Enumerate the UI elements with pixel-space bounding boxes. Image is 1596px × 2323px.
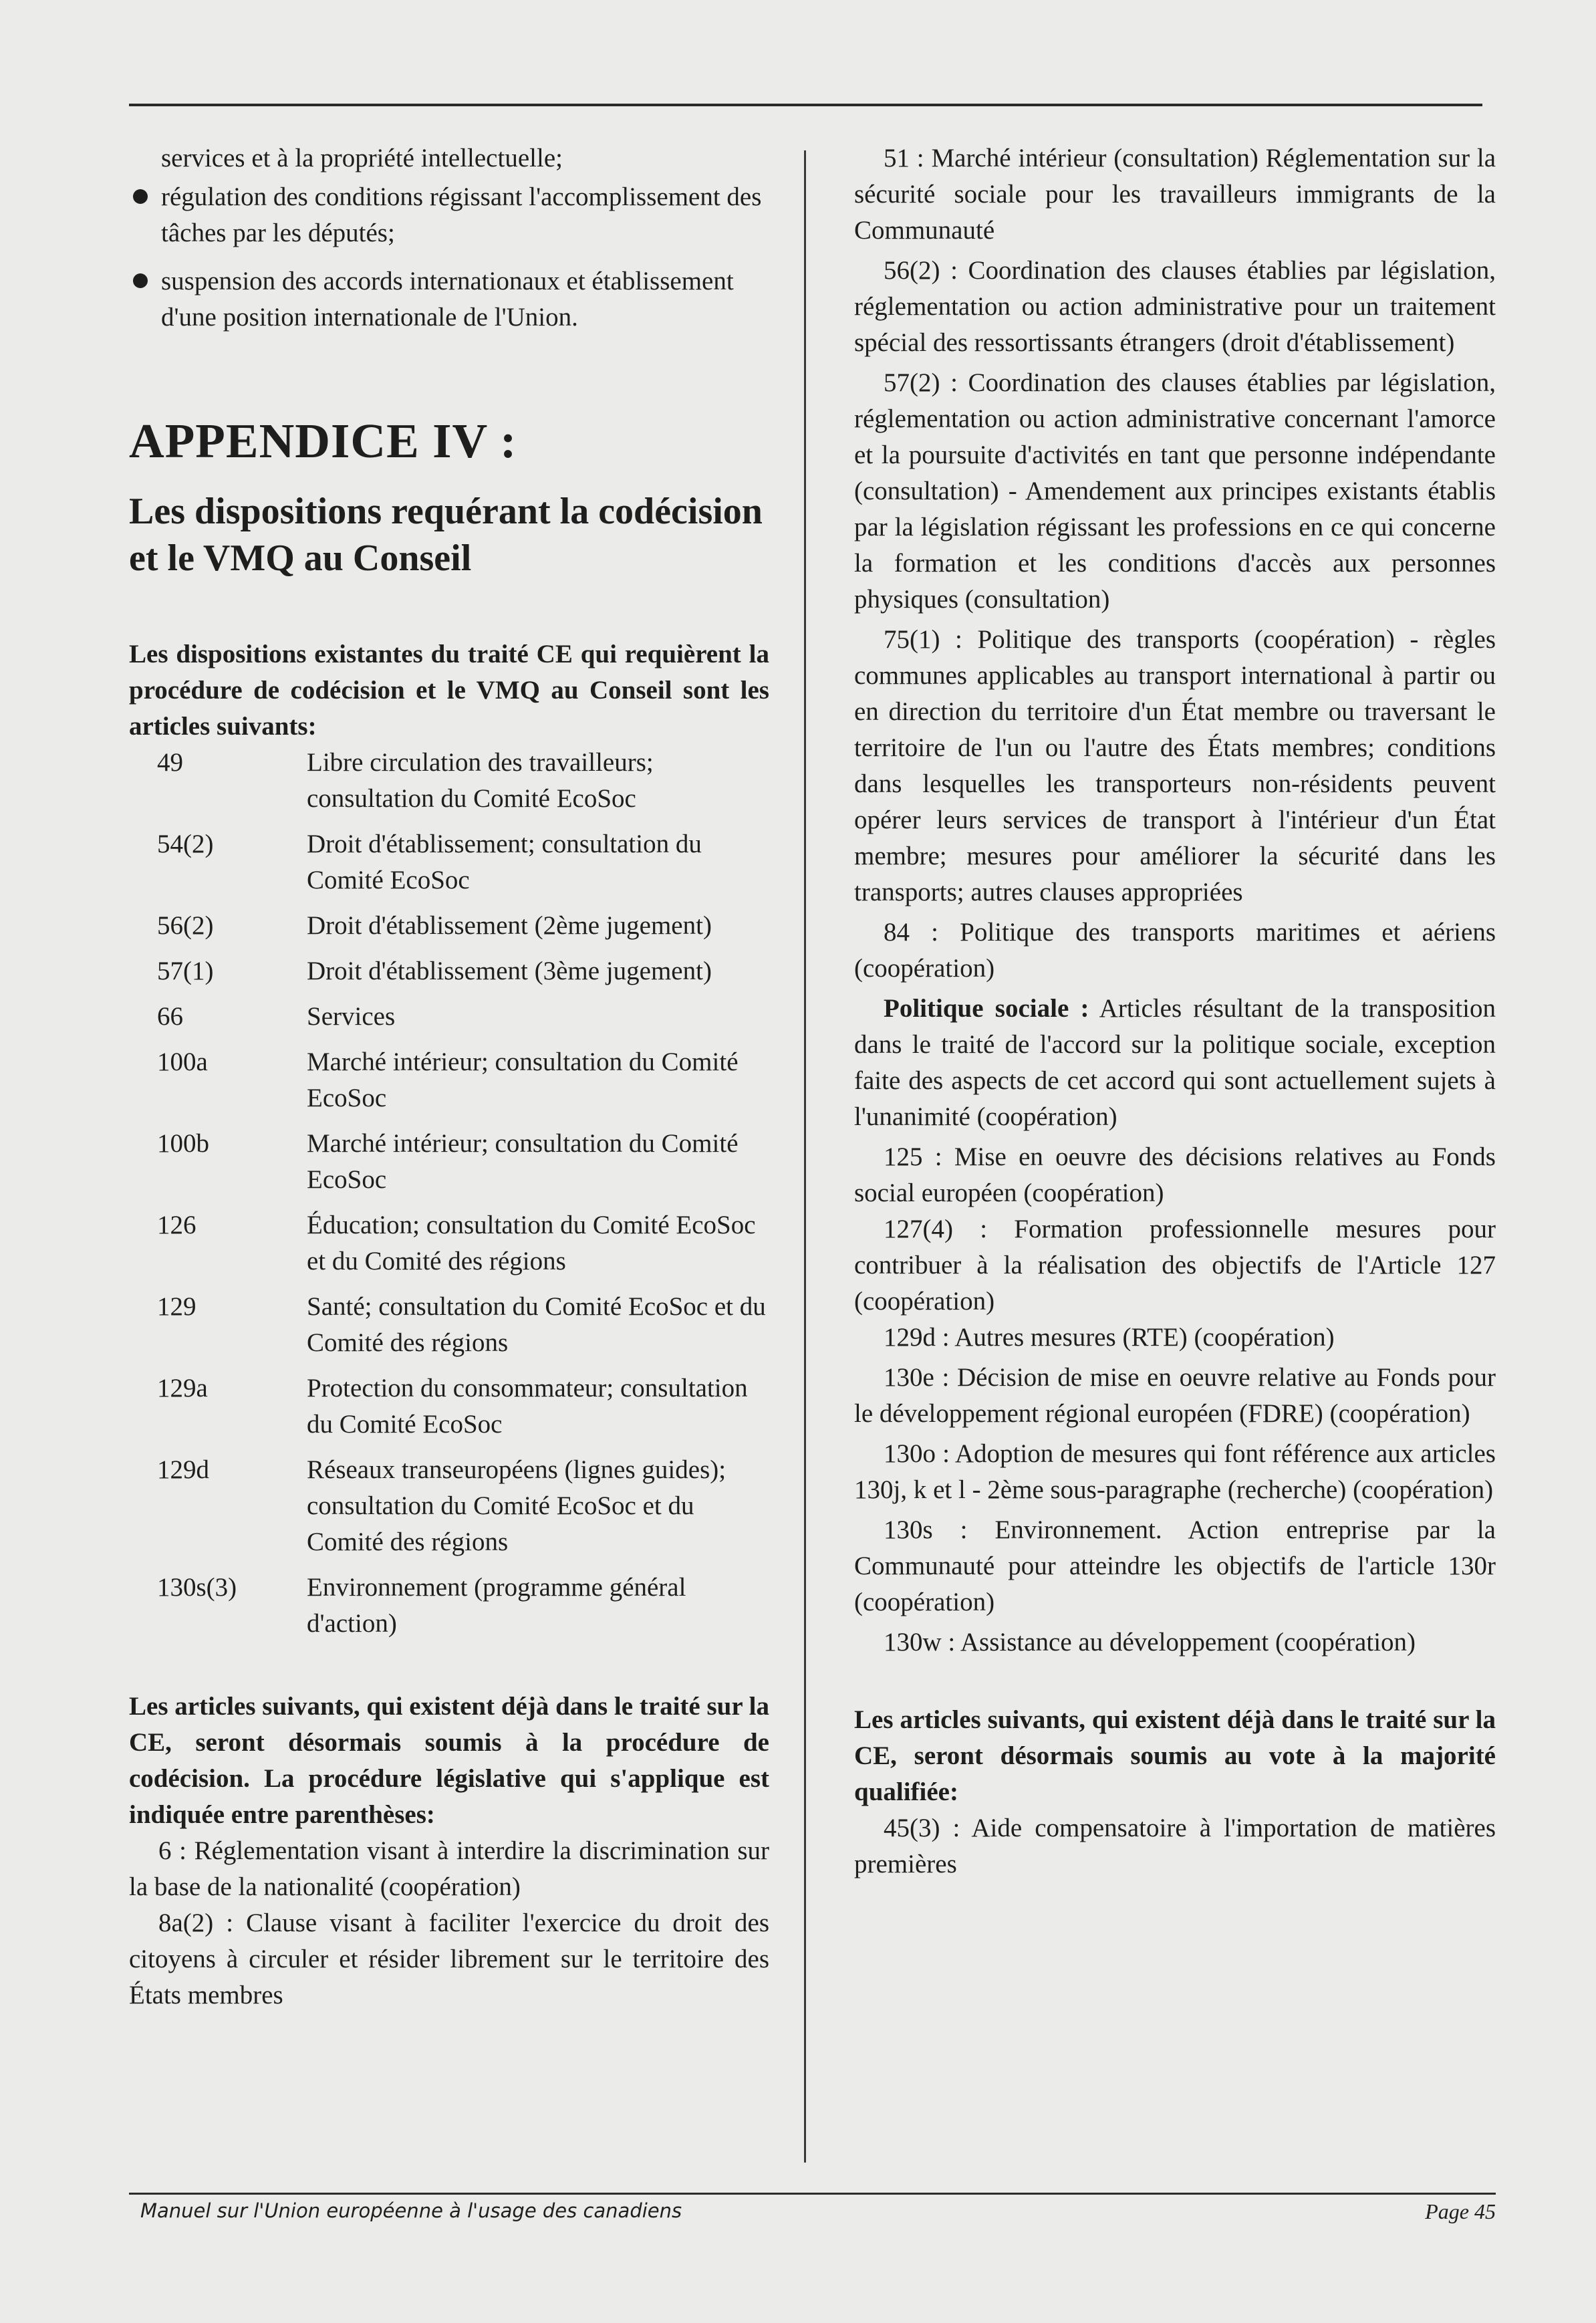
bullet-list <box>129 179 769 336</box>
article-entry <box>854 1139 1496 1211</box>
article-row <box>129 1044 769 1116</box>
article-number: 126 <box>157 1211 196 1239</box>
article-entry <box>854 1624 1496 1661</box>
article-entry <box>854 365 1496 618</box>
entry-text: Environnement. Action entreprise par la Communauté pour atteindre les objectifs de l'article 130r (coopération) <box>854 1515 1496 1616</box>
article-entry <box>854 1211 1496 1320</box>
right-column <box>854 140 1496 1882</box>
intro-codecision: Les articles suivants, qui existent déjà dans le traité sur la CE, seront désormais soumis à la procédure de codécision. La procédure législative qui s'applique est indiquée entre parenthèses: <box>129 1692 770 1829</box>
entry-label: 125 : <box>884 1142 942 1171</box>
article-number: 56(2) <box>157 911 214 940</box>
article-entry <box>854 914 1496 987</box>
article-number: 57(1) <box>157 957 214 985</box>
appendix-subtitle: Les dispositions requérant la codécision et le VMQ au Conseil <box>129 491 763 579</box>
footer-title: Manuel sur l'Union européenne à l'usage des canadiens <box>140 2199 682 2222</box>
article-row <box>129 826 769 898</box>
entry-text: Aide compensatoire à l'importation de matières premières <box>854 1814 1496 1878</box>
header-rule <box>129 104 1482 106</box>
article-row <box>129 999 769 1035</box>
entry-label: 84 : <box>884 918 938 947</box>
article-number: 66 <box>157 1002 183 1031</box>
footer-rule <box>129 2193 1496 2195</box>
entry-label: 8a(2) : <box>158 1909 234 1937</box>
article-entry <box>854 1512 1496 1620</box>
entry-label: 45(3) : <box>884 1814 960 1842</box>
article-number: 49 <box>157 748 183 777</box>
intro-existing: Les dispositions existantes du traité CE qui requièrent la procédure de codécision et le VMQ au Conseil sont les articles suivants: <box>129 640 769 741</box>
bullet-item <box>129 179 769 251</box>
page-number: Page 45 <box>1425 2199 1496 2223</box>
article-number: 100b <box>157 1129 209 1158</box>
entry-text: Assistance au développement (coopération) <box>960 1628 1416 1657</box>
entry-text: Coordination des clauses établies par législation, réglementation ou action administrative pour un traitement spécial des ressortissants étrangers (droit d'établissement) <box>854 256 1496 357</box>
entry-text: Mise en oeuvre des décisions relatives au Fonds social européen (coopération) <box>854 1142 1496 1207</box>
article-text: Services <box>307 1002 396 1031</box>
entry-text: Réglementation visant à interdire la discrimination sur la base de la nationalité (coopération) <box>129 1836 770 1901</box>
article-number: 54(2) <box>157 830 214 858</box>
entry-text: Formation professionnelle mesures pour contribuer à la réalisation des objectifs de l'Article 127 (coopération) <box>854 1215 1496 1316</box>
article-entry <box>854 140 1496 249</box>
article-text: Marché intérieur; consultation du Comité EcoSoc <box>307 1129 739 1194</box>
entry-label: 57(2) : <box>884 368 958 397</box>
bullet-text: régulation des conditions régissant l'accomplissement des tâches par les députés; <box>161 182 762 247</box>
article-text: Santé; consultation du Comité EcoSoc et du Comité des régions <box>307 1292 766 1357</box>
article-entry <box>854 1436 1496 1508</box>
article-row <box>129 1370 769 1443</box>
article-row <box>129 1207 769 1279</box>
entry-text: Clause visant à faciliter l'exercice du droit des citoyens à circuler et résider librement sur le territoire des États membres <box>129 1909 770 2009</box>
article-text: Réseaux transeuropéens (lignes guides); consultation du Comité EcoSoc et du Comité des régions <box>307 1455 726 1556</box>
article-entry <box>854 622 1496 910</box>
codecision-entry <box>129 1833 769 1905</box>
entry-label: 130o : <box>884 1439 950 1468</box>
entry-label: 130s : <box>884 1515 968 1544</box>
entry-label: 56(2) : <box>884 256 958 285</box>
bullet-icon <box>133 189 148 204</box>
entry-text: Marché intérieur (consultation) Réglementation sur la sécurité sociale pour les travailleurs immigrants de la Communauté <box>854 144 1496 245</box>
article-row <box>129 745 769 817</box>
entry-label: 130w : <box>884 1628 956 1657</box>
article-number: 129 <box>157 1292 196 1321</box>
entry-text: Coordination des clauses établies par législation, réglementation ou action administrative concernant l'amorce et la poursuite d'activités en tant que personne indépendante (consultation) - Amendement aux principes existants établis par la législation régissant les professions en ce qui concerne la formation et les conditions d'accès aux personnes physiques (consultation) <box>854 368 1496 614</box>
article-list <box>129 745 769 1642</box>
article-text: Marché intérieur; consultation du Comité EcoSoc <box>307 1048 739 1112</box>
left-column <box>129 140 769 2013</box>
article-number: 129d <box>157 1455 209 1484</box>
entry-label: Politique sociale : <box>884 994 1089 1023</box>
article-row <box>129 908 769 944</box>
entry-text: Adoption de mesures qui font référence aux articles 130j, k et l - 2ème sous-paragraphe (recherche) (coopération) <box>854 1439 1496 1504</box>
entry-label: 127(4) : <box>884 1215 988 1243</box>
article-entry <box>854 991 1496 1135</box>
article-row <box>129 953 769 989</box>
entry-text: Décision de mise en oeuvre relative au Fonds pour le développement régional européen (FDRE) (coopération) <box>854 1363 1496 1428</box>
article-text: Droit d'établissement (3ème jugement) <box>307 957 712 985</box>
entry-text: Autres mesures (RTE) (coopération) <box>954 1323 1335 1352</box>
entry-text: Articles résultant de la transposition dans le traité de l'accord sur la politique sociale, exception faite des aspects de cet accord qui sont actuellement sujets à l'unanimité (coopération) <box>854 994 1496 1131</box>
entry-label: 6 : <box>158 1836 186 1865</box>
column-divider <box>804 150 806 2163</box>
bullet-item <box>129 263 769 336</box>
article-text: Protection du consommateur; consultation du Comité EcoSoc <box>307 1374 748 1439</box>
intro-qmv: Les articles suivants, qui existent déjà dans le traité sur la CE, seront désormais soumis au vote à la majorité qualifiée: <box>854 1705 1496 1806</box>
entry-text: Politique des transports (coopération) - règles communes applicables au transport international à partir ou en direction du territoire d'un État membre ou traversant le territoire de l'un ou l'autre des États membres; conditions dans lesquelles les transporteurs non-résidents peuvent opérer leurs services de transport à l'intérieur d'un État membre; mesures pour améliorer la sécurité dans les transports; autres clauses appropriées <box>854 625 1496 906</box>
entry-label: 51 : <box>884 144 924 172</box>
codecision-entry <box>129 1905 769 2013</box>
article-row <box>129 1126 769 1198</box>
article-text: Droit d'établissement (2ème jugement) <box>307 911 712 940</box>
bullet-icon <box>133 273 148 288</box>
entry-label: 129d : <box>884 1323 950 1352</box>
article-row <box>129 1570 769 1642</box>
article-text: Éducation; consultation du Comité EcoSoc et du Comité des régions <box>307 1211 756 1275</box>
entry-text: Politique des transports maritimes et aériens (coopération) <box>854 918 1496 983</box>
qmv-entry <box>854 1810 1496 1882</box>
article-text: Libre circulation des travailleurs; consultation du Comité EcoSoc <box>307 748 654 813</box>
article-text: Environnement (programme général d'action) <box>307 1573 686 1638</box>
article-entry <box>854 1360 1496 1432</box>
entry-label: 130e : <box>884 1363 950 1392</box>
article-row <box>129 1289 769 1361</box>
continuation-line: services et à la propriété intellectuelle; <box>161 144 563 172</box>
article-number: 129a <box>157 1374 208 1402</box>
article-entry <box>854 1320 1496 1356</box>
article-number: 130s(3) <box>157 1573 237 1602</box>
entry-label: 75(1) : <box>884 625 962 654</box>
article-row <box>129 1452 769 1560</box>
article-entry <box>854 253 1496 361</box>
article-text: Droit d'établissement; consultation du Comité EcoSoc <box>307 830 702 894</box>
article-number: 100a <box>157 1048 208 1076</box>
appendix-title: APPENDICE IV : <box>129 414 517 468</box>
bullet-text: suspension des accords internationaux et établissement d'une position internationale de l'Union. <box>161 267 734 332</box>
